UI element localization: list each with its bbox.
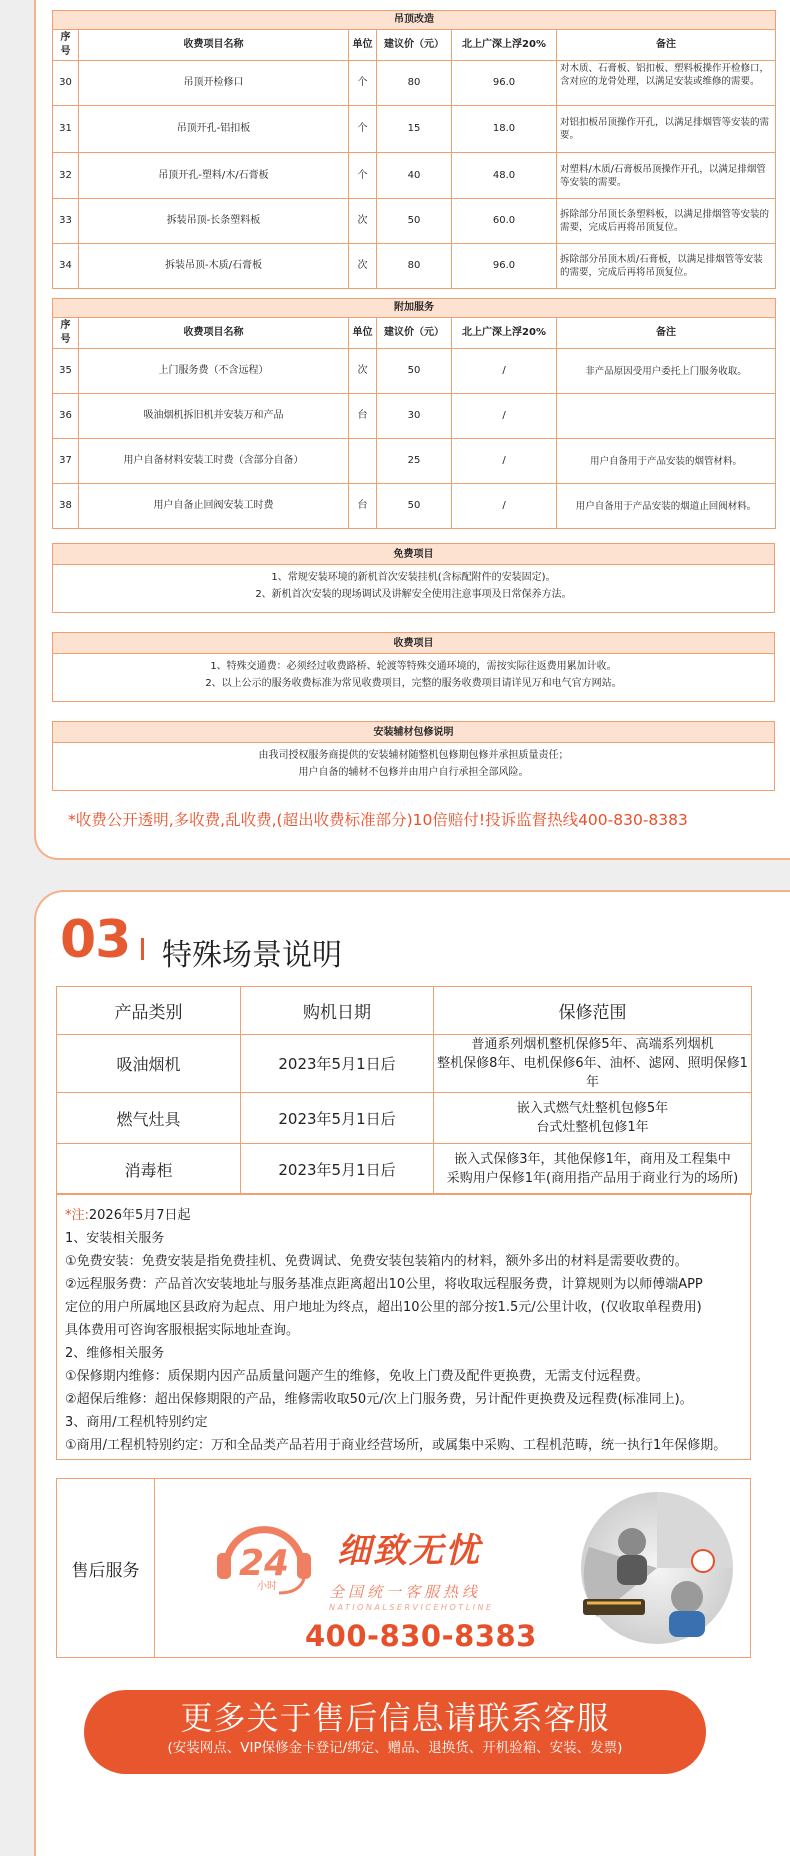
range-line: 采购用户保修1年(商用指产品用于商业行为的场所) [446, 1171, 739, 1186]
col-header: 序号 [53, 318, 79, 349]
ceiling-fee-table [52, 10, 776, 289]
row-uplift: 60.0 [452, 199, 557, 244]
section-divider [141, 938, 144, 960]
range-line: 普通系列烟机整机保修5年、高端系列烟机 [471, 1037, 714, 1052]
table-row [53, 484, 776, 529]
row-no: 34 [53, 244, 79, 289]
table-row [53, 244, 776, 289]
row-uplift: / [452, 394, 557, 439]
row-price: 50 [377, 484, 452, 529]
note-line: ①商用/工程机特别约定：万和全品类产品若用于商业经营场所，或属集中采购、工程机范畴，统一执行1年保修期。 [65, 1438, 727, 1453]
addon-fee-table [52, 298, 776, 529]
row-name: 吊顶开孔-塑料/木/石膏板 [79, 153, 349, 199]
row-uplift: 18.0 [452, 106, 557, 153]
hotline-subtitle: 全国统一客服热线 [329, 1583, 482, 1601]
col-header: 序号 [53, 30, 79, 61]
col-header: 收费项目名称 [79, 30, 349, 61]
col-header: 北上广深上浮20% [452, 318, 557, 349]
row-price: 50 [377, 349, 452, 394]
col-header: 北上广深上浮20% [452, 30, 557, 61]
box-line: 1、常规安装环境的新机首次安装挂机(含标配附件的安装固定)。 [271, 572, 556, 583]
row-price: 80 [377, 61, 452, 106]
range-line: 嵌入式燃气灶整机包修5年 [516, 1101, 669, 1116]
row-unit: 个 [349, 61, 377, 106]
after-sales-label: 售后服务 [57, 1479, 155, 1657]
row-uplift: 96.0 [452, 244, 557, 289]
row-name: 拆装吊顶-长条塑料板 [79, 199, 349, 244]
contact-service-banner[interactable] [84, 1690, 706, 1774]
row-note: 对铝扣板吊顶操作开孔，以满足排烟管等安装的需要。 [557, 106, 776, 153]
row-price: 25 [377, 439, 452, 484]
badge-number: 24 [239, 1543, 290, 1584]
box-line: 2、以上公示的服务收费标准为常见收费项目，完整的服务收费项目请详见万和电气官方网站。 [205, 678, 622, 689]
row-no: 36 [53, 394, 79, 439]
row-price: 80 [377, 244, 452, 289]
row-name: 吊顶开检修口 [79, 61, 349, 106]
notes-star: *注: [65, 1208, 89, 1223]
free-items-box [52, 543, 775, 613]
row-no: 32 [53, 153, 79, 199]
banner-title: 更多关于售后信息请联系客服 [180, 1699, 610, 1737]
table-row [53, 439, 776, 484]
row-uplift: / [452, 349, 557, 394]
box-line: 1、特殊交通费：必须经过收费路桥、轮渡等特殊交通环境的，需按实际往返费用累加计收。 [210, 661, 617, 672]
table-row [57, 1035, 752, 1093]
col-header: 产品类别 [57, 987, 241, 1035]
row-note: 对塑料/木质/石膏板吊顶操作开孔，以满足排烟管等安装的需要。 [557, 153, 776, 199]
section-number: 03 [60, 910, 131, 970]
warranty-range [434, 1144, 752, 1195]
table-row [53, 199, 776, 244]
row-unit: 次 [349, 199, 377, 244]
col-header: 建议价（元） [377, 318, 452, 349]
purchase-date: 2023年5月1日后 [241, 1035, 434, 1093]
notes-header [65, 1204, 742, 1227]
section-title: 吊顶改造 [53, 11, 776, 30]
row-price: 15 [377, 106, 452, 153]
row-unit: 个 [349, 153, 377, 199]
slogan: 细致无忧 [337, 1531, 481, 1571]
box-title: 收费项目 [53, 633, 774, 654]
customer-service-photo [577, 1487, 737, 1649]
charged-items-box [52, 632, 775, 702]
note-line: 定位的用户所属地区县政府为起点、用户地址为终点，超出10公里的部分按1.5元/公里计收，(仅收取单程费用) [65, 1300, 702, 1315]
col-header: 保修范围 [434, 987, 752, 1035]
row-no: 37 [53, 439, 79, 484]
note-line: ①保修期内维修：质保期内因产品质量问题产生的维修，免收上门费及配件更换费，无需支付远程费。 [65, 1369, 649, 1384]
note-line: ②超保后维修：超出保修期限的产品，维修需收取50元/次上门服务费，另计配件更换费及远程费(标准同上)。 [65, 1392, 693, 1407]
badge-unit: 小时 [257, 1581, 277, 1592]
row-uplift: / [452, 439, 557, 484]
row-name: 吸油烟机拆旧机并安装万和产品 [79, 394, 349, 439]
table-row [53, 394, 776, 439]
row-uplift: 96.0 [452, 61, 557, 106]
banner-subtitle: (安装网点、VIP保修金卡登记/绑定、赠品、退换货、开机验箱、安装、发票) [167, 1740, 623, 1756]
row-name: 吊顶开孔-铝扣板 [79, 106, 349, 153]
col-header: 收费项目名称 [79, 318, 349, 349]
warranty-range [434, 1093, 752, 1144]
note-line: ①免费安装：免费安装是指免费挂机、免费调试、免费安装包装箱内的材料，额外多出的材料是需要收费的。 [65, 1254, 688, 1269]
note-line: 3、商用/工程机特别约定 [65, 1415, 208, 1430]
section-title: 特殊场景说明 [162, 938, 342, 973]
product-category: 燃气灶具 [57, 1093, 241, 1144]
note-line: ②远程服务费：产品首次安装地址与服务基准点距离超出10公里，将收取远程服务费，计算规则为以师傅端APP [65, 1277, 703, 1292]
row-unit: 次 [349, 349, 377, 394]
table-row [57, 1093, 752, 1144]
col-header: 备注 [557, 30, 776, 61]
purchase-date: 2023年5月1日后 [241, 1093, 434, 1144]
materials-warranty-box [52, 721, 775, 791]
row-unit [349, 439, 377, 484]
row-price: 40 [377, 153, 452, 199]
product-category: 消毒柜 [57, 1144, 241, 1195]
row-no: 38 [53, 484, 79, 529]
range-line: 嵌入式保修3年，其他保修1年，商用及工程集中 [454, 1152, 731, 1167]
row-note: 用户自备用于产品安装的烟道止回阀材料。 [557, 484, 776, 529]
row-price: 30 [377, 394, 452, 439]
warranty-table [56, 986, 752, 1195]
row-name: 上门服务费（不含远程） [79, 349, 349, 394]
hotline-logo [209, 1491, 549, 1651]
row-uplift: 48.0 [452, 153, 557, 199]
product-category: 吸油烟机 [57, 1035, 241, 1093]
row-no: 31 [53, 106, 79, 153]
table-row [53, 106, 776, 153]
table-row [53, 153, 776, 199]
row-note: 非产品原因受用户委托上门服务收取。 [557, 349, 776, 394]
warranty-range [434, 1035, 752, 1093]
box-title: 安装辅材包修说明 [53, 722, 774, 743]
row-no: 33 [53, 199, 79, 244]
box-line: 由我司授权服务商提供的安装辅材随整机包修期包修并承担质量责任； [258, 750, 569, 761]
table-row [53, 349, 776, 394]
range-line: 整机保修8年、电机保修6年、油杯、滤网、照明保修1年 [437, 1056, 748, 1090]
row-unit: 次 [349, 244, 377, 289]
table-row [53, 61, 776, 106]
row-name: 用户自备材料安装工时费（含部分自备） [79, 439, 349, 484]
row-unit: 个 [349, 106, 377, 153]
row-note: 拆除部分吊顶长条塑料板，以满足排烟管等安装的需要，完成后再将吊顶复位。 [557, 199, 776, 244]
hotline-subtitle-en: NATIONALSERVICEHOTLINE [329, 1603, 494, 1612]
row-note [557, 61, 776, 106]
box-title: 免费项目 [53, 544, 774, 565]
complaint-hotline-notice: *收费公开透明,多收费,乱收费,(超出收费标准部分)10倍赔付!投诉监督热线400-830-8383 [68, 811, 688, 829]
after-sales-box [56, 1478, 751, 1658]
col-header: 购机日期 [241, 987, 434, 1035]
note-line: 2、维修相关服务 [65, 1346, 165, 1361]
section-title: 附加服务 [53, 299, 776, 318]
row-name: 拆装吊顶-木质/石膏板 [79, 244, 349, 289]
row-note: 拆除部分吊顶木质/石膏板，以满足排烟管等安装的需要，完成后再将吊顶复位。 [557, 244, 776, 289]
row-note-text: 对木质、石膏板、铝扣板、塑料板操作开检修口，含对应的龙骨处理，以满足安装或维修的需要。 [560, 63, 770, 87]
row-note: 用户自备用于产品安装的烟管材料。 [557, 439, 776, 484]
note-line: 1、安装相关服务 [65, 1231, 165, 1246]
row-no: 35 [53, 349, 79, 394]
col-header: 建议价（元） [377, 30, 452, 61]
range-line: 台式灶整机包修1年 [536, 1120, 649, 1135]
col-header: 单位 [349, 30, 377, 61]
purchase-date: 2023年5月1日后 [241, 1144, 434, 1195]
col-header: 备注 [557, 318, 776, 349]
table-row [57, 1144, 752, 1195]
row-name: 用户自备止回阀安装工时费 [79, 484, 349, 529]
notes-date: 2026年5月7日起 [88, 1208, 191, 1223]
box-line: 2、新机首次安装的现场调试及讲解安全使用注意事项及日常保养方法。 [255, 589, 572, 600]
row-price: 50 [377, 199, 452, 244]
notes-box [56, 1193, 751, 1460]
row-note [557, 394, 776, 439]
row-uplift: / [452, 484, 557, 529]
box-line: 用户自备的辅材不包修并由用户自行承担全部风险。 [298, 767, 529, 778]
note-line: 具体费用可咨询客服根据实际地址查询。 [65, 1323, 300, 1338]
row-unit: 台 [349, 484, 377, 529]
col-header: 单位 [349, 318, 377, 349]
row-unit: 台 [349, 394, 377, 439]
row-no: 30 [53, 61, 79, 106]
hotline-number[interactable]: 400-830-8383 [305, 1619, 537, 1653]
headset-24h-icon [209, 1497, 319, 1597]
